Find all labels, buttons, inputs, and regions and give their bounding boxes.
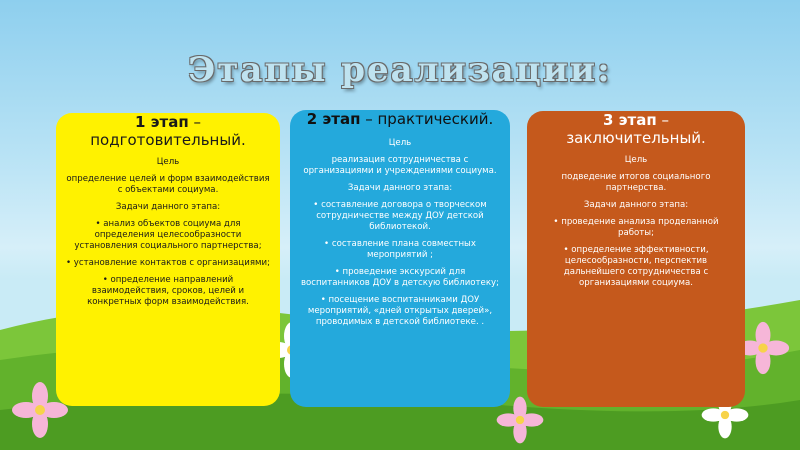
- goal-label: Цель: [624, 155, 648, 165]
- stage-name: – заключительный.: [566, 111, 706, 147]
- page-title: Этапы реализации:: [188, 50, 612, 90]
- goal-label: Цель: [156, 157, 180, 167]
- stage-heading: [537, 111, 735, 147]
- stage-heading: [300, 110, 500, 128]
- task-item: • составление договора о творческом сотрудничестве между ДОУ детской библиотекой.: [313, 200, 487, 232]
- task-item: • составление плана совместных мероприятий ;: [324, 239, 476, 260]
- tasks-label: Задачи данного этапа:: [347, 183, 453, 193]
- goal-text: реализация сотрудничества с организациями и учреждениями социума.: [303, 155, 497, 176]
- task-item: • определение эффективности, целесообразности, перспектив дальнейшего сотрудничества с организациями социума.: [563, 245, 709, 288]
- tasks-label: Задачи данного этапа:: [115, 202, 221, 212]
- tasks-label: Задачи данного этапа:: [583, 200, 689, 210]
- stage-heading: [66, 113, 270, 149]
- task-item: • посещение воспитанниками ДОУ мероприятий, «дней открытых дверей», проводимых в детской библиотеке. .: [307, 295, 493, 327]
- stage-number: 3 этап: [602, 111, 657, 129]
- task-item: • определение направлений взаимодействия, сроков, целей и конкретных форм взаимодействия.: [87, 275, 249, 307]
- stage-card-1: [56, 113, 280, 406]
- stage-number: 2 этап: [306, 110, 361, 128]
- task-item: • проведение анализа проделанной работы;: [553, 217, 719, 238]
- goal-text: определение целей и форм взаимодействия с объектами социума.: [66, 174, 270, 195]
- task-item: • анализ объектов социума для определения целесообразности установления социального партнерства;: [74, 219, 262, 251]
- stage-number: 1 этап: [134, 113, 189, 131]
- stage-card-2: [290, 110, 510, 407]
- stage-name: – практический.: [360, 110, 494, 128]
- stage-name: – подготовительный.: [90, 113, 246, 149]
- goal-text: подведение итогов социального партнерства.: [561, 172, 711, 193]
- task-item: • проведение экскурсий для воспитанников ДОУ в детскую библиотеку;: [300, 267, 500, 288]
- stage-card-3: [527, 111, 745, 407]
- task-item: • установление контактов с организациями;: [66, 258, 270, 268]
- goal-label: Цель: [388, 138, 412, 148]
